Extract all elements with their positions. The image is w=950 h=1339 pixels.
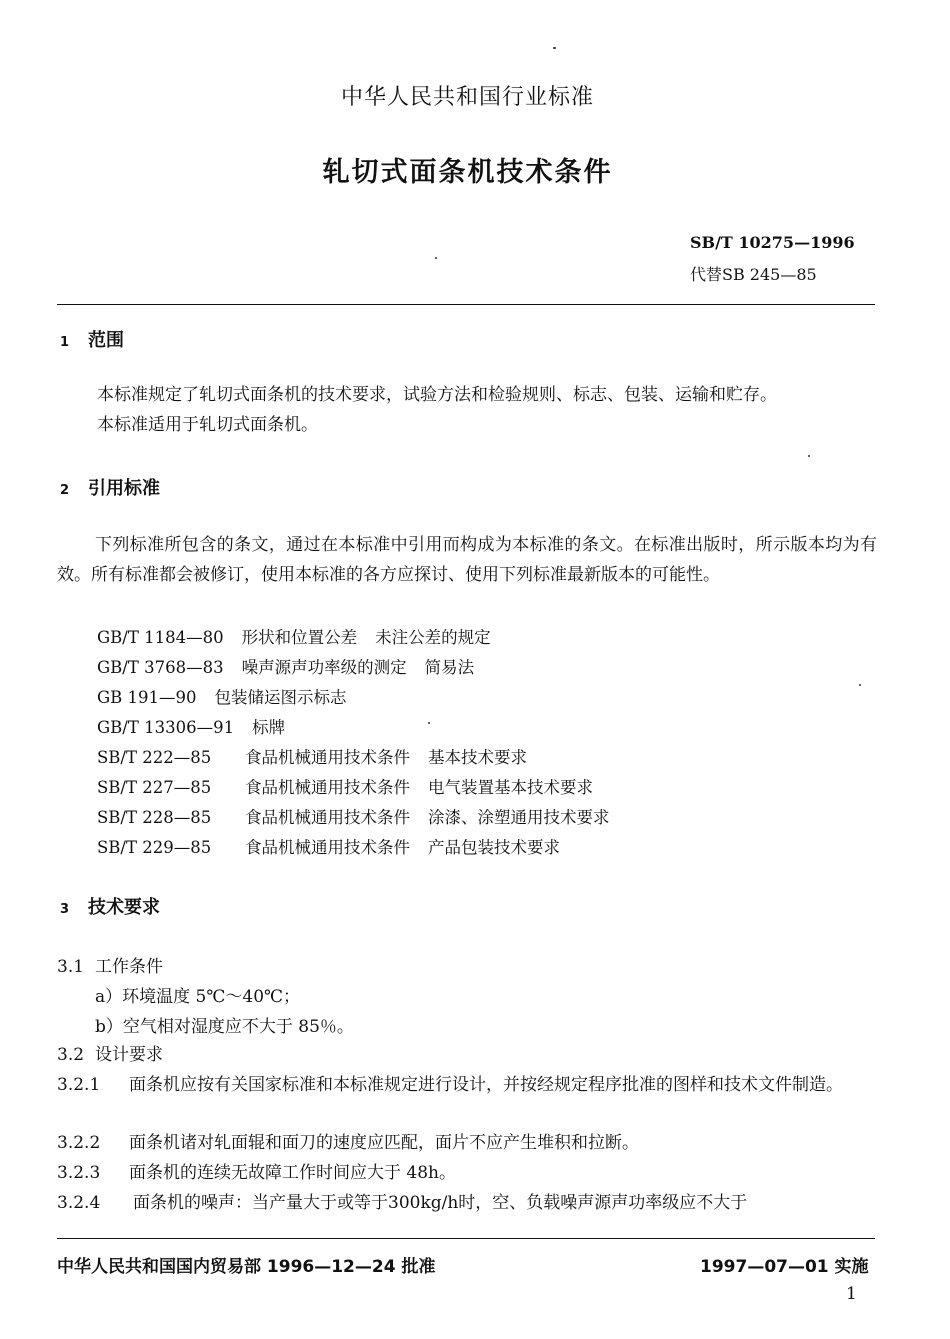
footer-divider xyxy=(57,1238,875,1239)
clause-3-2-4 xyxy=(57,1188,747,1218)
reference-title: 标牌 xyxy=(252,718,286,737)
standard-number: SB/T 10275—1996 xyxy=(690,233,855,252)
reference-title: 食品机械通用技术条件 xyxy=(245,838,410,857)
reference-code: GB/T 1184—80 xyxy=(97,628,224,647)
reference-title: 食品机械通用技术条件 xyxy=(245,748,410,767)
section-1-paragraph-1: 本标准规定了轧切式面条机的技术要求，试验方法和检验规则、标志、包装、运输和贮存。 xyxy=(97,385,777,405)
section-2-intro: 下列标准所包含的条文，通过在本标准中引用而构成为本标准的条文。在标准出版时，所示版本均为有效。所有标准都会被修订，使用本标准的各方应探讨、使用下列标准最新版本的可能性。 xyxy=(57,535,877,585)
scan-speck xyxy=(859,684,861,686)
reference-title: 食品机械通用技术条件 xyxy=(245,808,410,827)
clause-title: 设计要求 xyxy=(95,1045,163,1065)
industry-standard-title: 中华人民共和国行业标准 xyxy=(340,85,594,110)
scan-speck xyxy=(435,257,437,259)
scan-speck xyxy=(553,47,556,49)
section-number: 2 xyxy=(60,483,70,498)
clause-3-2-2 xyxy=(57,1128,639,1158)
reference-code: SB/T 228—85 xyxy=(97,808,212,827)
section-2-heading xyxy=(60,474,160,500)
clause-3-2 xyxy=(57,1040,163,1070)
reference-code: SB/T 227—85 xyxy=(97,778,212,797)
section-1-paragraph-2: 本标准适用于轧切式面条机。 xyxy=(97,415,318,435)
reference-item xyxy=(97,624,491,648)
document-title: 轧切式面条机技术条件 xyxy=(322,157,613,188)
reference-code: GB/T 3768—83 xyxy=(97,658,224,677)
clause-3-1-item-b: b）空气相对湿度应不大于 85％。 xyxy=(95,1017,354,1037)
reference-item xyxy=(97,714,285,738)
reference-item xyxy=(97,774,593,798)
clause-3-1 xyxy=(57,952,163,982)
approval-note: 中华人民共和国国内贸易部 1996—12—24 批准 xyxy=(57,1257,436,1277)
reference-subtitle: 涂漆、涂塑通用技术要求 xyxy=(428,808,610,827)
reference-subtitle: 产品包装技术要求 xyxy=(428,838,560,857)
section-title: 引用标准 xyxy=(88,478,160,499)
clause-number: 3.2.4 xyxy=(57,1193,101,1213)
reference-item xyxy=(97,654,474,678)
section-number: 1 xyxy=(60,335,70,350)
reference-item xyxy=(97,804,610,828)
reference-item xyxy=(97,684,347,708)
clause-title: 工作条件 xyxy=(95,957,163,977)
reference-subtitle: 简易法 xyxy=(424,658,475,677)
clause-3-2-3 xyxy=(57,1158,456,1188)
section-1-heading xyxy=(60,326,124,352)
section-title: 技术要求 xyxy=(88,897,160,918)
reference-code: SB/T 229—85 xyxy=(97,838,212,857)
reference-item xyxy=(97,834,560,858)
reference-code: GB/T 13306—91 xyxy=(97,718,235,737)
header-divider xyxy=(57,304,875,305)
clause-3-1-item-a: a）环境温度 5℃～40℃； xyxy=(95,987,301,1007)
clause-number: 3.2 xyxy=(57,1045,85,1065)
clause-3-2-1 xyxy=(57,1070,877,1100)
reference-code: GB 191—90 xyxy=(97,688,197,707)
section-3-heading xyxy=(60,893,160,919)
clause-text: 面条机的连续无故障工作时间应大于 48h。 xyxy=(129,1163,456,1183)
clause-text: 面条机诸对轧面辊和面刀的速度应匹配，面片不应产生堆积和拉断。 xyxy=(129,1133,639,1153)
effective-date: 1997—07—01 实施 xyxy=(700,1257,869,1277)
page-number: 1 xyxy=(846,1284,857,1304)
reference-title: 包装储运图示标志 xyxy=(214,688,347,707)
reference-title: 食品机械通用技术条件 xyxy=(245,778,410,797)
clause-text: 面条机的噪声：当产量大于或等于300kg/h时，空、负载噪声源声功率级应不大于 xyxy=(133,1193,748,1213)
scan-speck xyxy=(808,455,810,457)
replaces-standard: 代替SB 245—85 xyxy=(690,265,817,284)
clause-number: 3.2.1 xyxy=(57,1075,101,1095)
clause-number: 3.1 xyxy=(57,957,85,977)
reference-subtitle: 基本技术要求 xyxy=(428,748,527,767)
reference-title: 形状和位置公差 xyxy=(241,628,358,647)
clause-text: 面条机应按有关国家标准和本标准规定进行设计，并按经规定程序批准的图样和技术文件制造。 xyxy=(129,1075,843,1095)
reference-item xyxy=(97,744,527,768)
clause-number: 3.2.3 xyxy=(57,1163,101,1183)
reference-code: SB/T 222—85 xyxy=(97,748,212,767)
clause-number: 3.2.2 xyxy=(57,1133,101,1153)
scan-speck xyxy=(428,722,430,724)
section-title: 范围 xyxy=(88,330,124,351)
reference-subtitle: 未注公差的规定 xyxy=(375,628,491,647)
reference-subtitle: 电气装置基本技术要求 xyxy=(428,778,593,797)
section-number: 3 xyxy=(60,902,70,917)
reference-title: 噪声源声功率级的测定 xyxy=(241,658,407,677)
